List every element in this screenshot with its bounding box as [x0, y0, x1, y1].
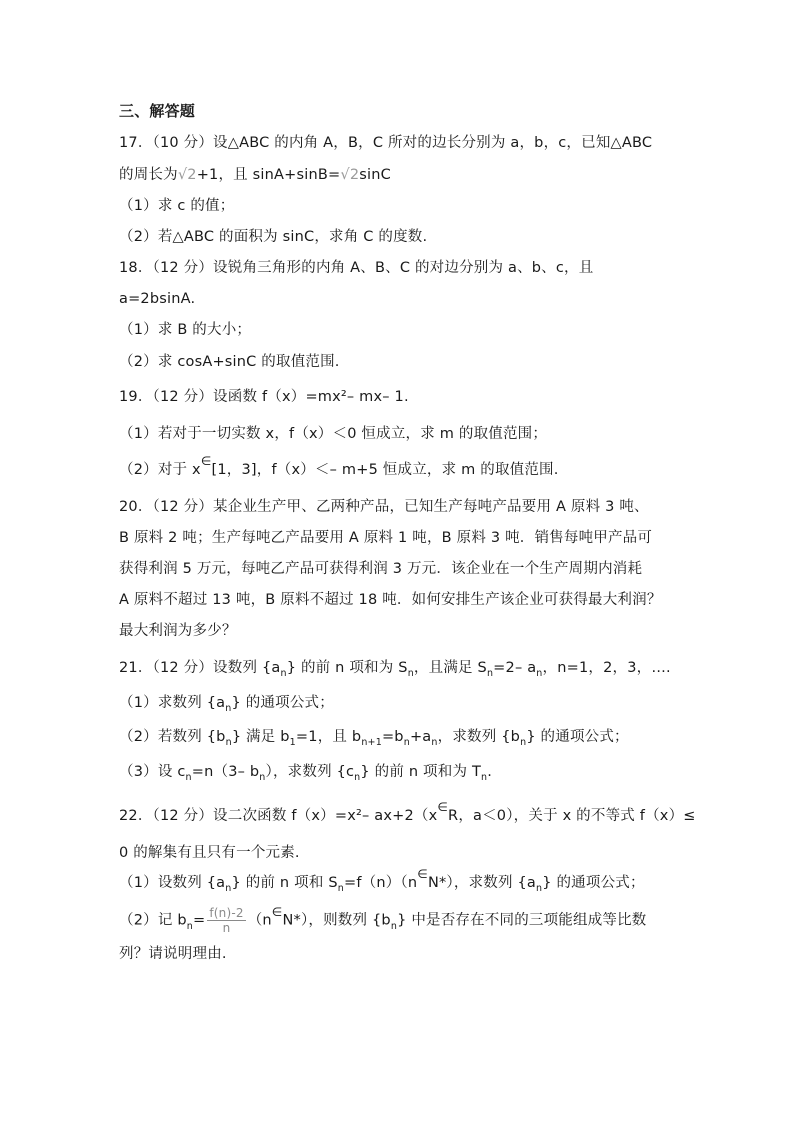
- text: +a: [409, 729, 432, 745]
- text: ，n=1，2，3，….: [542, 660, 671, 676]
- subscript: 1: [289, 737, 296, 748]
- subscript: n: [280, 668, 287, 679]
- text: 19．（12 分）设函数 f（x）=mx²– mx– 1.: [119, 389, 409, 405]
- text: .: [487, 764, 493, 780]
- subscript: n: [186, 920, 193, 932]
- text: 获得利润 5 万元，每吨乙产品可获得利润 3 万元．该企业在一个生产周期内消耗: [119, 561, 643, 577]
- section-heading-text: 三、解答题: [119, 102, 196, 120]
- subscript: n: [390, 920, 398, 932]
- text: N*），求数列 {a: [427, 875, 537, 891]
- text: 17．（10 分）设△ABC 的内角 A，B，C 所对的边长分别为 a，b，c，已知△ABC: [119, 135, 653, 151]
- problem-20-line-1: [119, 497, 649, 517]
- text: （2）求 cosA+sinC 的取值范围.: [119, 354, 340, 370]
- text: A 原料不超过 13 吨，B 原料不超过 18 吨．如何安排生产该企业可获得最大利润？: [119, 592, 662, 608]
- text: =2– a: [493, 660, 537, 676]
- problem-21-part-1: [119, 693, 334, 715]
- subscript: n: [407, 668, 414, 679]
- section-heading: [119, 101, 195, 121]
- text: （3）设 c: [119, 764, 186, 780]
- text: 22．（12 分）设二次函数 f（x）=x²– ax+2（x: [119, 808, 438, 824]
- problem-18-line-1: [119, 258, 593, 278]
- text: } 的前 n 项和 S: [231, 875, 338, 891]
- subscript: n: [520, 737, 527, 748]
- problem-19-part-1: [119, 424, 547, 444]
- text: N*），则数列 {b: [282, 912, 391, 929]
- fraction: [207, 906, 245, 935]
- element-of-symbol: ∈: [200, 454, 212, 468]
- text: =b: [381, 729, 404, 745]
- text: =1，且 b: [295, 729, 362, 745]
- subscript: n: [481, 772, 488, 783]
- text: （1）若对于一切实数 x，f（x）＜0 恒成立，求 m 的取值范围；: [119, 426, 548, 442]
- text: ），求数列 {c: [265, 764, 355, 780]
- problem-18-part-2: [119, 352, 340, 372]
- text: 最大利润为多少？: [119, 623, 237, 639]
- text: [1，3]，f（x）＜– m+5 恒成立，求 m 的取值范围.: [211, 462, 559, 478]
- problem-17-part-2: [119, 227, 427, 247]
- subscript: n: [185, 772, 192, 783]
- text: R，a＜0），关于 x 的不等式 f（x）≤: [448, 808, 696, 824]
- text: （1）求 B 的大小；: [119, 322, 252, 338]
- subscript: n+1: [361, 737, 382, 748]
- problem-22-line-last: [119, 944, 227, 964]
- problem-22-line-2: [119, 843, 300, 863]
- text: ，且满足 S: [413, 660, 487, 676]
- text: } 中是否存在不同的三项能组成等比数: [397, 912, 647, 929]
- element-of-symbol: ∈: [417, 867, 428, 881]
- problem-20-line-3: [119, 559, 642, 579]
- text: =n（3– b: [191, 764, 260, 780]
- subscript: n: [354, 772, 361, 783]
- problem-17-part-1: [119, 196, 234, 216]
- problem-21-part-2: [119, 727, 629, 749]
- text: （2）对于 x: [119, 462, 201, 478]
- subscript: n: [225, 703, 232, 714]
- text: （1）求 c 的值；: [119, 198, 235, 214]
- text: 的周长为: [119, 167, 178, 183]
- subscript: n: [536, 668, 543, 679]
- fraction-numerator: f(n)-2: [209, 906, 244, 920]
- text: 列？请说明理由.: [119, 946, 227, 962]
- text: （1）设数列 {a: [119, 875, 226, 891]
- sqrt-symbol: √2: [177, 167, 197, 183]
- problem-21-line-1: [119, 658, 671, 680]
- text: } 的通项公式；: [231, 695, 334, 711]
- problem-17-line-1: [119, 133, 652, 153]
- subscript: n: [259, 772, 266, 783]
- problem-18-line-2: [119, 289, 195, 309]
- text: B 原料 2 吨；生产每吨乙产品要用 A 原料 1 吨，B 原料 3 吨．销售每吨甲产品可: [119, 530, 653, 546]
- text: （1）求数列 {a: [119, 695, 226, 711]
- problem-17-line-2: [119, 165, 391, 185]
- text: 20．（12 分）某企业生产甲、乙两种产品，已知生产每吨产品要用 A 原料 3 吨、: [119, 499, 649, 515]
- text: } 的通项公式；: [526, 729, 629, 745]
- subscript: n: [403, 737, 410, 748]
- element-of-symbol: ∈: [271, 904, 283, 919]
- text: 21．（12 分）设数列 {a: [119, 660, 281, 676]
- text: （2）记 b: [119, 912, 187, 929]
- text: } 的前 n 项和为 T: [360, 764, 482, 780]
- subscript: n: [431, 737, 438, 748]
- problem-20-line-4: [119, 590, 662, 610]
- text: sinC: [359, 167, 391, 183]
- problem-21-part-3: [119, 762, 492, 784]
- text: （2）若△ABC 的面积为 sinC，求角 C 的度数.: [119, 229, 428, 245]
- text: a=2bsinA.: [119, 291, 196, 307]
- text: =: [192, 912, 206, 929]
- problem-22-part-2: [119, 906, 647, 935]
- problem-18-part-1: [119, 320, 251, 340]
- problem-19-part-2: [119, 454, 559, 480]
- problem-20-line-5: [119, 621, 237, 641]
- text: 18．（12 分）设锐角三角形的内角 A、B、C 的对边分别为 a、b、c，且: [119, 260, 594, 276]
- text: } 的通项公式；: [542, 875, 645, 891]
- text: 0 的解集有且只有一个元素.: [119, 845, 300, 861]
- subscript: n: [486, 668, 494, 679]
- problem-20-line-2: [119, 528, 652, 548]
- sqrt-symbol: √2: [340, 167, 360, 183]
- text: （2）若数列 {b: [119, 729, 226, 745]
- text: } 满足 b: [231, 729, 290, 745]
- text: （n: [247, 912, 272, 929]
- subscript: n: [536, 883, 543, 894]
- subscript: n: [337, 883, 344, 894]
- subscript: n: [225, 883, 232, 894]
- subscript: n: [225, 737, 232, 748]
- element-of-symbol: ∈: [437, 800, 449, 814]
- text: } 的前 n 项和为 S: [286, 660, 408, 676]
- problem-22-line-1: [119, 800, 696, 826]
- problem-19-line-1: [119, 387, 409, 407]
- text: ，求数列 {b: [437, 729, 521, 745]
- problem-22-part-1: [119, 867, 645, 895]
- text: +1，且 sinA+sinB=: [196, 167, 341, 183]
- text: =f（n）（n: [343, 875, 418, 891]
- fraction-denominator: n: [222, 921, 231, 935]
